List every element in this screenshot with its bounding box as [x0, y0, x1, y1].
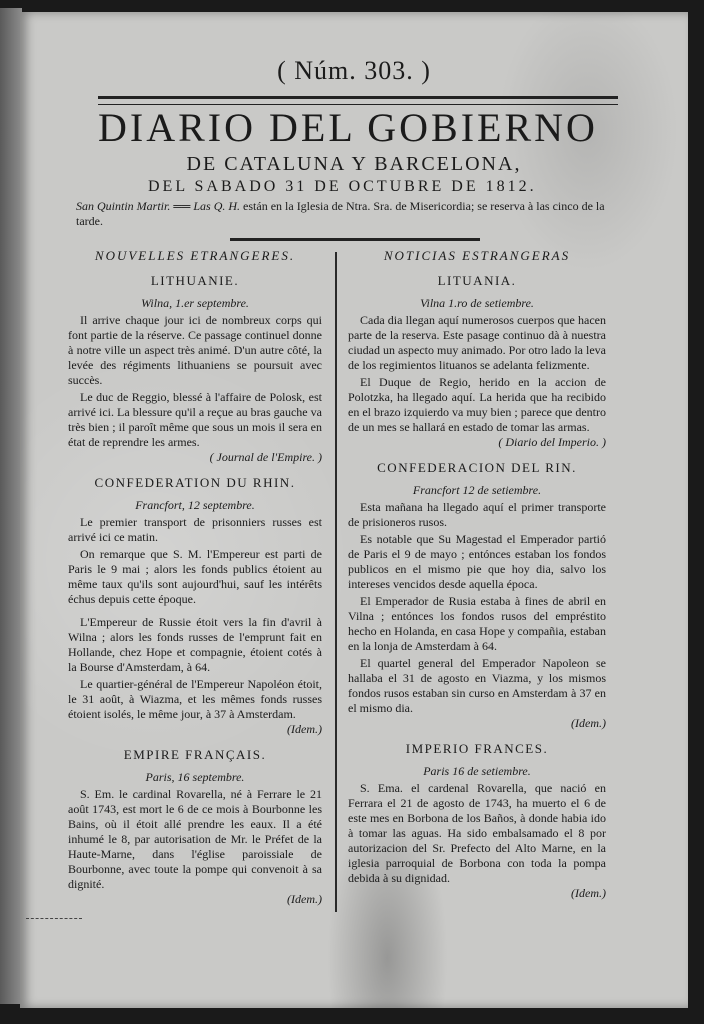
newspaper-subtitle: DE CATALUNA Y BARCELONA, [186, 153, 522, 175]
french-lithuania-dateline: Wilna, 1.er septembre. [141, 296, 249, 310]
french-lithuania-heading: LITHUANIE. [150, 273, 240, 288]
spanish-rin-p1: Esta mañana ha llegado aquí el primer transporte de prisioneros rusos. [348, 500, 606, 529]
french-rhin-p4: Le quartier-général de l'Empereur Napoléon étoit, le 31 août, à Wiazma, et les mêmes fonds russes étoient isolés, le même jour, à 37 à Amsterdam. [68, 677, 322, 721]
newspaper-page [20, 12, 688, 1008]
french-lithuania-p1: Il arrive chaque jour ici de nombreux corps qui font partie de la réserve. Ce passage continuel donne à notre ville un aspect très animé. D'un autre côté, la levée des régiments lithuaniens se poursuit avec succès. [68, 313, 322, 387]
spanish-lituania-dateline: Vilna 1.ro de setiembre. [420, 296, 534, 310]
spanish-rin-p4: El quartel general del Emperador Napoleon se hallaba el 31 de agosto en Viazma, y los mismos fondos rusos estaban sin curso en Amsterdam à 37 en el mismo dia. [348, 656, 606, 715]
french-lithuania-source: ( Journal de l'Empire. ) [209, 450, 322, 464]
spanish-imperio-heading: IMPERIO FRANCES. [405, 741, 549, 756]
spanish-imperio-p1: S. Ema. el cardenal Rovarella, que nació en Ferrara el 21 de agosto de 1743, ha muerto el 6 de este mes en Borbona de los Baños, à donde habia ido à tomar las aguas. Ha sido embalsamado el 8 por autorizacion del Sr. Prefecto del Alto Marne, en la iglesia parroquial de Borbona con toda la pompa debida à su dignidad. [348, 781, 606, 885]
issue-number: ( Núm. 303. ) [277, 56, 431, 85]
spanish-section-title: NOTICIAS ESTRANGERAS [383, 248, 571, 263]
margin-mark [26, 918, 82, 921]
spanish-rin-source: (Idem.) [571, 716, 606, 730]
french-empire-source: (Idem.) [287, 892, 322, 906]
spanish-lituania-p1: Cada dia llegan aquí numerosos cuerpos que hacen parte de la reserva. Este pasage continuo dà à nuestra ciudad un aspecto muy animado. Por otro lado la leva de los regimientos lituanos se adelanta felizmente. [348, 313, 606, 372]
notice-text: están en la Iglesia de Ntra. Sra. de Misericordia; se reserva à las cinco de la tarde. [76, 199, 605, 228]
facing-page-edge [0, 8, 22, 1004]
french-lithuania-p2: Le duc de Reggio, blessé à l'affaire de Polosk, est arrivé ici. La blessure qu'il a reçue au bras gauche va très bien ; il paroît même que sous un mois il sera en état de reprendre les armes. [68, 390, 322, 449]
french-empire-heading: EMPIRE FRANÇAIS. [123, 747, 267, 762]
spanish-rin-heading: CONFEDERACION DEL RIN. [377, 460, 577, 475]
notice-separator: ══ [173, 199, 191, 213]
issue-date: DEL SABADO 31 DE OCTUBRE DE 1812. [148, 178, 537, 195]
french-empire-dateline: Paris, 16 septembre. [145, 770, 245, 784]
spanish-lituania-p2: El Duque de Regio, herido en la accion de Polotzka, ha llegado aquí. La herida que ha recibido en el brazo izquierdo va muy bien ; parece que dentro de un mes se hallará en estado de tomar las armas. [348, 375, 606, 434]
saint-notice [76, 199, 634, 229]
spanish-lituania-heading: LITUANIA. [437, 273, 517, 288]
column-divider [335, 252, 337, 912]
french-rhin-p2: On remarque que S. M. l'Empereur est parti de Paris le 9 mai ; alors les fonds publics étoient au même taux qu'ils sont aujourd'hui, sauf les intérêts échus depuis cette époque. [68, 547, 322, 606]
french-rhin-dateline: Francfort, 12 septembre. [135, 498, 255, 512]
spacer [68, 607, 322, 615]
spanish-rin-dateline: Francfort 12 de setiembre. [412, 483, 542, 497]
french-column [68, 248, 322, 909]
french-rhin-p3: L'Empereur de Russie étoit vers la fin d'avril à Wilna ; alors les fonds russes de l'emprunt fait en Hollande, chez Hope et compagnie, étoient cotés à la Bourse d'Amsterdam, à 64. [68, 615, 322, 674]
header-divider [230, 238, 480, 241]
spanish-lituania-source: ( Diario del Imperio. ) [498, 435, 606, 449]
spanish-rin-p3: El Emperador de Rusia estaba à fines de abril en Vilna ; entónces los fondos rusos del empréstito hecho en Holanda, en casa Hope y compañia, estaban en la lonja de Amsterdam à 64. [348, 594, 606, 653]
spanish-imperio-dateline: Paris 16 de setiembre. [423, 764, 531, 778]
saint-name: San Quintin Martir. [76, 199, 171, 213]
spanish-imperio-source: (Idem.) [571, 886, 606, 900]
french-empire-p1: S. Em. le cardinal Rovarella, né à Ferrare le 21 août 1743, est mort le 6 de ce mois à Bourbonne les Bains, où il étoit allé prendre les eaux. Il a été inhumé le 8, par autorisation de Mr. le Préfet de la Haute-Marne, dans l'église paroissiale de Bourbonne, avec toute la pompe qui convenoit à sa dignité. [68, 787, 322, 891]
french-rhin-heading: CONFEDERATION DU RHIN. [94, 475, 296, 490]
french-rhin-source: (Idem.) [287, 722, 322, 736]
spanish-column [348, 248, 606, 903]
newspaper-title: DIARIO DEL GOBIERNO [98, 105, 598, 150]
french-section-title: NOUVELLES ETRANGERES. [94, 248, 296, 263]
french-rhin-p1: Le premier transport de prisonniers russes est arrivé ici ce matin. [68, 515, 322, 544]
spanish-rin-p2: Es notable que Su Magestad el Emperador partió de Paris el 9 de mayo ; entónces estaban los fondos publicos en el mismo pie que hoy dia, salvo los intereses vencidos desde aquella época. [348, 532, 606, 591]
forty-hours-label: Las Q. H. [193, 199, 241, 213]
